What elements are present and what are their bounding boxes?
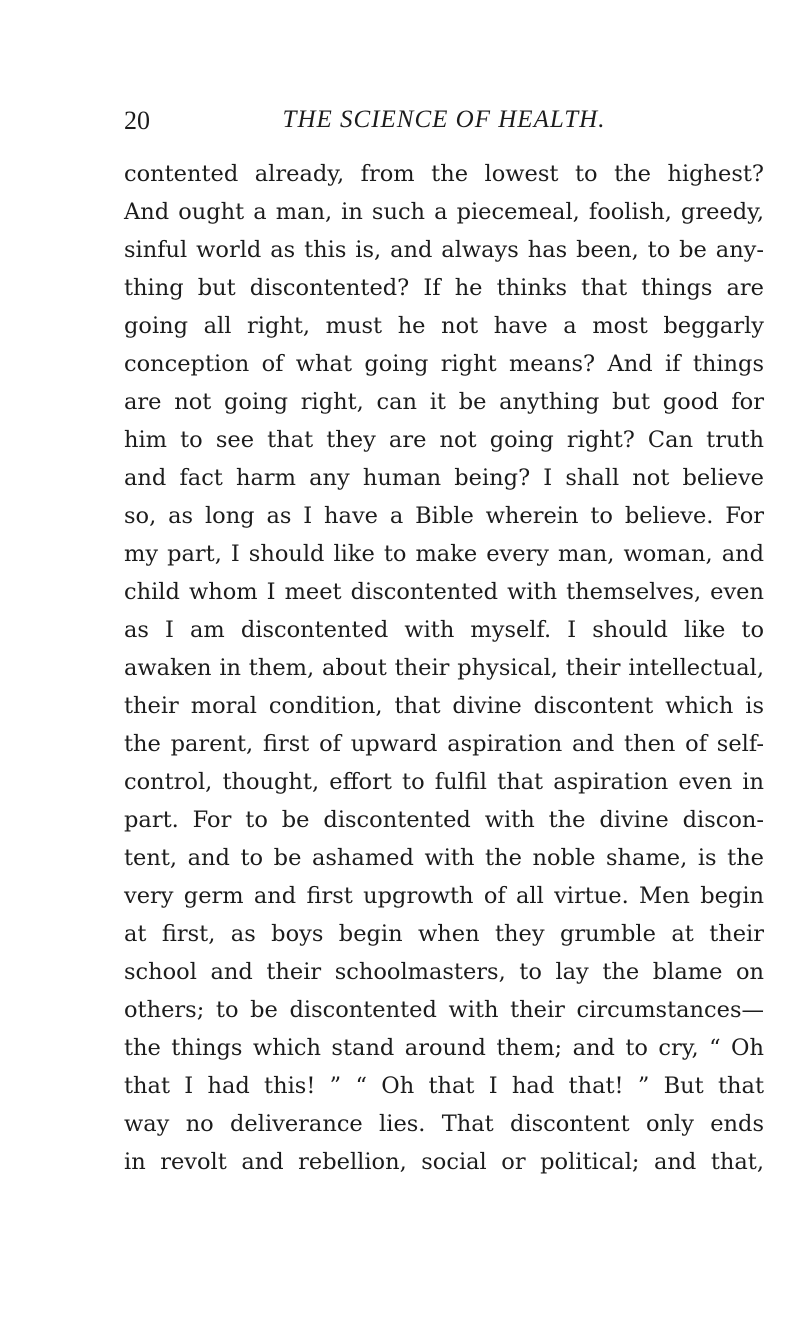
text-line: very germ and first upgrowth of all virtue. Men begin xyxy=(124,883,764,909)
text-line: part. For to be discontented with the divine discon- xyxy=(124,807,764,833)
page-number: 20 xyxy=(124,106,150,135)
text-line: my part, I should like to make every man, woman, and xyxy=(124,541,764,567)
text-line: at first, as boys begin when they grumble at their xyxy=(124,921,764,947)
text-line: the things which stand around them; and to cry, “ Oh xyxy=(124,1035,764,1061)
text-line: sinful world as this is, and always has been, to be any- xyxy=(124,237,764,263)
text-line: so, as long as I have a Bible wherein to believe. For xyxy=(124,503,764,529)
text-line: contented already, from the lowest to the highest? xyxy=(124,161,764,187)
text-line: way no deliverance lies. That discontent only ends xyxy=(124,1111,764,1137)
text-line: him to see that they are not going right? Can truth xyxy=(124,427,764,453)
text-line: the parent, first of upward aspiration and then of self- xyxy=(124,731,764,757)
text-line: school and their schoolmasters, to lay the blame on xyxy=(124,959,764,985)
text-line: child whom I meet discontented with themselves, even xyxy=(124,579,764,605)
text-line: thing but discontented? If he thinks that things are xyxy=(124,275,764,301)
text-line: as I am discontented with myself. I should like to xyxy=(124,617,764,643)
running-title: THE SCIENCE OF HEALTH. xyxy=(282,106,606,133)
text-line: that I had this! ” “ Oh that I had that! ” But that xyxy=(124,1073,764,1099)
text-line: conception of what going right means? And if things xyxy=(124,351,764,377)
text-line: going all right, must he not have a most beggarly xyxy=(124,313,764,339)
text-line: control, thought, effort to fulfil that aspiration even in xyxy=(124,769,764,795)
text-line: their moral condition, that divine discontent which is xyxy=(124,693,764,719)
text-line: and fact harm any human being? I shall not believe xyxy=(124,465,764,491)
text-line: others; to be discontented with their circumstances— xyxy=(124,997,764,1023)
text-line: And ought a man, in such a piecemeal, foolish, greedy, xyxy=(124,199,764,225)
text-line: tent, and to be ashamed with the noble shame, is the xyxy=(124,845,764,871)
running-head xyxy=(124,106,764,146)
text-line: awaken in them, about their physical, their intellectual, xyxy=(124,655,764,681)
text-line: are not going right, can it be anything but good for xyxy=(124,389,764,415)
body-text xyxy=(124,155,764,1181)
text-line: in revolt and rebellion, social or political; and that, xyxy=(124,1149,764,1175)
